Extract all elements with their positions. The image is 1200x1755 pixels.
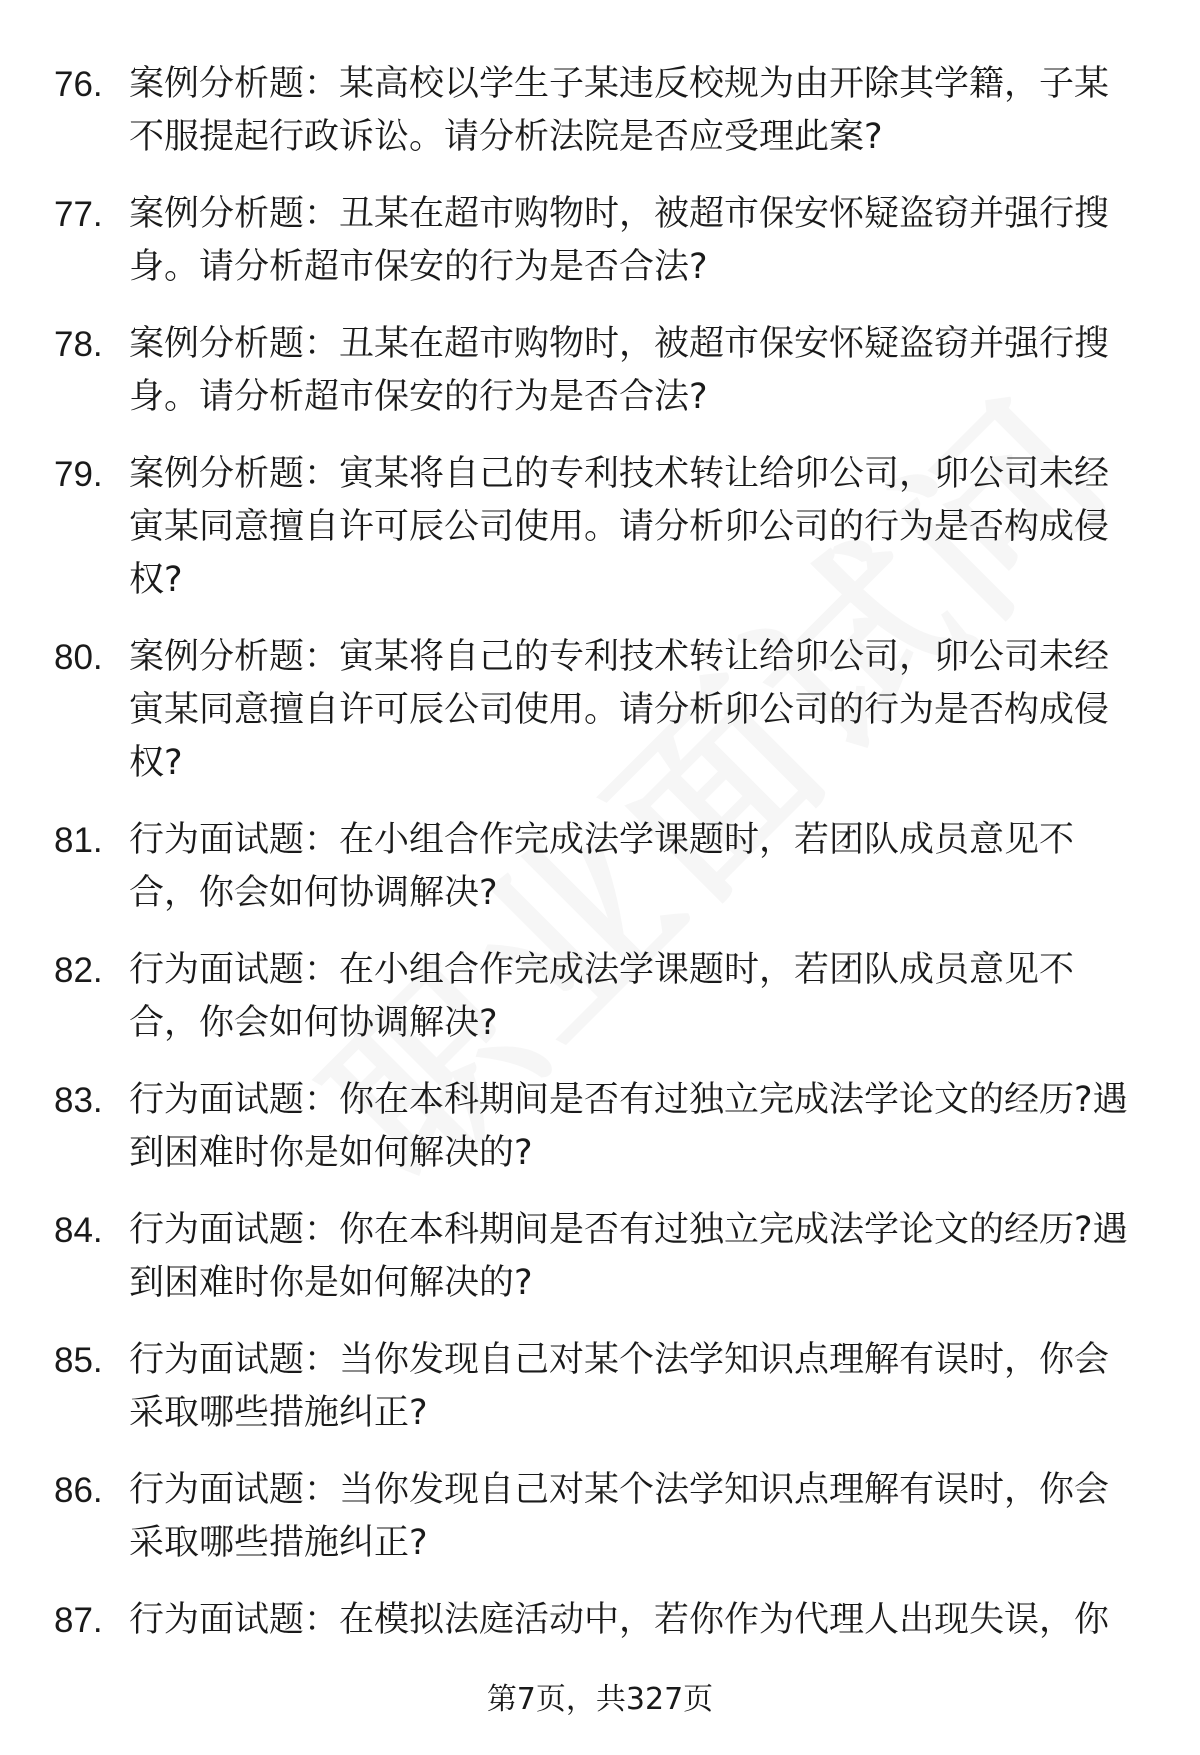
item-number: 83. — [54, 1081, 103, 1120]
item-text: 案例分析题：丑某在超市购物时，被超市保安怀疑盗窃并强行搜身。请分析超市保安的行为是否合法? — [129, 194, 1110, 287]
item-number: 76. — [54, 65, 103, 104]
item-number: 85. — [54, 1341, 103, 1380]
item-text: 行为面试题：在小组合作完成法学课题时，若团队成员意见不合，你会如何协调解决? — [129, 950, 1075, 1043]
list-item — [54, 1464, 1154, 1570]
item-text: 行为面试题：当你发现自己对某个法学知识点理解有误时，你会采取哪些措施纠正? — [129, 1340, 1110, 1433]
item-number: 82. — [54, 951, 103, 990]
item-text: 行为面试题：你在本科期间是否有过独立完成法学论文的经历?遇到困难时你是如何解决的? — [129, 1080, 1128, 1173]
item-number: 84. — [54, 1211, 103, 1250]
list-item — [54, 1074, 1154, 1180]
list-item — [54, 631, 1154, 790]
item-text: 行为面试题：在小组合作完成法学课题时，若团队成员意见不合，你会如何协调解决? — [129, 820, 1075, 913]
item-number: 78. — [54, 325, 103, 364]
item-text: 案例分析题：寅某将自己的专利技术转让给卯公司，卯公司未经寅某同意擅自许可辰公司使用。请分析卯公司的行为是否构成侵权? — [129, 637, 1110, 783]
list-item — [54, 1594, 1154, 1647]
item-number: 79. — [54, 455, 103, 494]
item-text: 案例分析题：丑某在超市购物时，被超市保安怀疑盗窃并强行搜身。请分析超市保安的行为是否合法? — [129, 324, 1110, 417]
item-number: 81. — [54, 821, 103, 860]
item-text: 行为面试题：在模拟法庭活动中，若你作为代理人出现失误，你 — [129, 1600, 1110, 1640]
list-item — [54, 188, 1154, 294]
list-item — [54, 448, 1154, 607]
item-number: 80. — [54, 638, 103, 677]
item-text: 行为面试题：当你发现自己对某个法学知识点理解有误时，你会采取哪些措施纠正? — [129, 1470, 1110, 1563]
list-item — [54, 944, 1154, 1050]
item-number: 86. — [54, 1471, 103, 1510]
list-item — [54, 1334, 1154, 1440]
item-text: 行为面试题：你在本科期间是否有过独立完成法学论文的经历?遇到困难时你是如何解决的? — [129, 1210, 1128, 1303]
item-text: 案例分析题：寅某将自己的专利技术转让给卯公司，卯公司未经寅某同意擅自许可辰公司使用。请分析卯公司的行为是否构成侵权? — [129, 454, 1110, 600]
item-number: 87. — [54, 1601, 103, 1640]
list-item — [54, 318, 1154, 424]
list-item — [54, 1204, 1154, 1310]
item-number: 77. — [54, 195, 103, 234]
list-item — [54, 814, 1154, 920]
list-item — [54, 58, 1154, 164]
page-footer: 第7页，共327页 — [486, 1682, 714, 1717]
item-text: 案例分析题：某高校以学生子某违反校规为由开除其学籍，子某不服提起行政诉讼。请分析法院是否应受理此案? — [129, 64, 1110, 157]
question-list — [54, 58, 1154, 1671]
